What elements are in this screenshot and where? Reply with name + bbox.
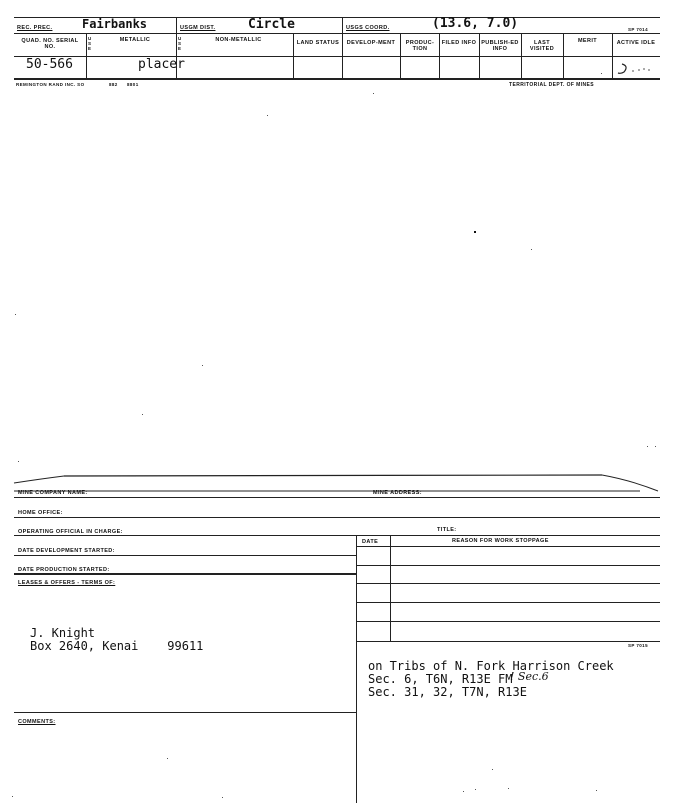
mine-address-label: MINE ADDRESS: bbox=[373, 490, 422, 496]
usgs-coord-label: USGS COORD. bbox=[346, 25, 390, 31]
usgm-dist-label: USGM DIST. bbox=[180, 25, 216, 31]
home-office-label: HOME OFFICE: bbox=[18, 510, 63, 516]
printer-code-1: 882 bbox=[109, 82, 118, 87]
date-column-header: DATE bbox=[362, 539, 379, 545]
printer-imprint: REMINGTON RAND INC. SO bbox=[16, 82, 85, 87]
record-metallic: placer bbox=[138, 57, 185, 72]
reason-column-header: REASON FOR WORK STOPPAGE bbox=[452, 538, 549, 544]
date-production-started-label: DATE PRODUCTION STARTED: bbox=[18, 567, 110, 573]
operating-official-label: OPERATING OFFICIAL IN CHARGE: bbox=[18, 529, 123, 535]
col-use-nonmetallic: U S E bbox=[178, 36, 182, 51]
col-metallic: METALLIC bbox=[119, 37, 151, 43]
printer-code-2: 8801 bbox=[127, 82, 139, 87]
pen-mark bbox=[612, 58, 662, 78]
form-code-bottom: SP 7015 bbox=[628, 643, 648, 648]
col-serial-no: SERIAL NO. bbox=[44, 38, 79, 50]
title-label: TITLE: bbox=[437, 527, 457, 533]
col-last-visited: LAST VISITED bbox=[529, 40, 555, 52]
usgm-dist-value: Circle bbox=[248, 17, 295, 32]
col-nonmetallic: NON-METALLIC bbox=[215, 37, 262, 43]
card-top-edge bbox=[0, 470, 678, 496]
col-development: DEVELOP-MENT bbox=[346, 40, 396, 46]
col-active-idle: ACTIVE IDLE bbox=[616, 40, 656, 46]
record-quad-serial: 50-566 bbox=[26, 57, 73, 72]
location-line-1: on Tribs of N. Fork Harrison Creek bbox=[368, 659, 614, 673]
usgs-coord-value: (13.6, 7.0) bbox=[432, 16, 519, 31]
department-imprint: TERRITORIAL DEPT. OF MINES bbox=[509, 82, 594, 88]
location-line-2: Sec. 6, T6N, R13E FM bbox=[368, 672, 513, 686]
rec-prec-label: REC. PREC. bbox=[17, 25, 53, 31]
mine-company-name-label: MINE COMPANY NAME: bbox=[18, 490, 88, 496]
lower-divider bbox=[356, 535, 357, 803]
owner-address: Box 2640, Kenai 99611 bbox=[30, 639, 204, 653]
col-land-status: LAND STATUS bbox=[296, 40, 340, 46]
form-code-top: SP 7014 bbox=[628, 27, 648, 32]
col-quad-serial bbox=[16, 38, 84, 50]
col-production: PRODUC-TION bbox=[405, 40, 435, 52]
owner-name: J. Knight bbox=[30, 626, 96, 640]
location-handwritten-note: ! Sec.6 bbox=[510, 670, 549, 683]
col-merit: MERIT bbox=[577, 38, 598, 44]
comments-label: COMMENTS: bbox=[18, 719, 56, 725]
leases-offers-label: LEASES & OFFERS - TERMS OF: bbox=[18, 580, 116, 586]
col-published-info: PUBLISH-ED INFO bbox=[481, 40, 519, 52]
date-development-started-label: DATE DEVELOPMENT STARTED: bbox=[18, 548, 115, 554]
rec-prec-value: Fairbanks bbox=[82, 17, 148, 31]
col-filed-info: FILED INFO bbox=[441, 40, 477, 46]
col-use-metallic: U S E bbox=[88, 36, 92, 51]
location-line-3: Sec. 31, 32, T7N, R13E bbox=[368, 685, 527, 699]
col-quad-no: QUAD. NO. bbox=[21, 38, 55, 44]
